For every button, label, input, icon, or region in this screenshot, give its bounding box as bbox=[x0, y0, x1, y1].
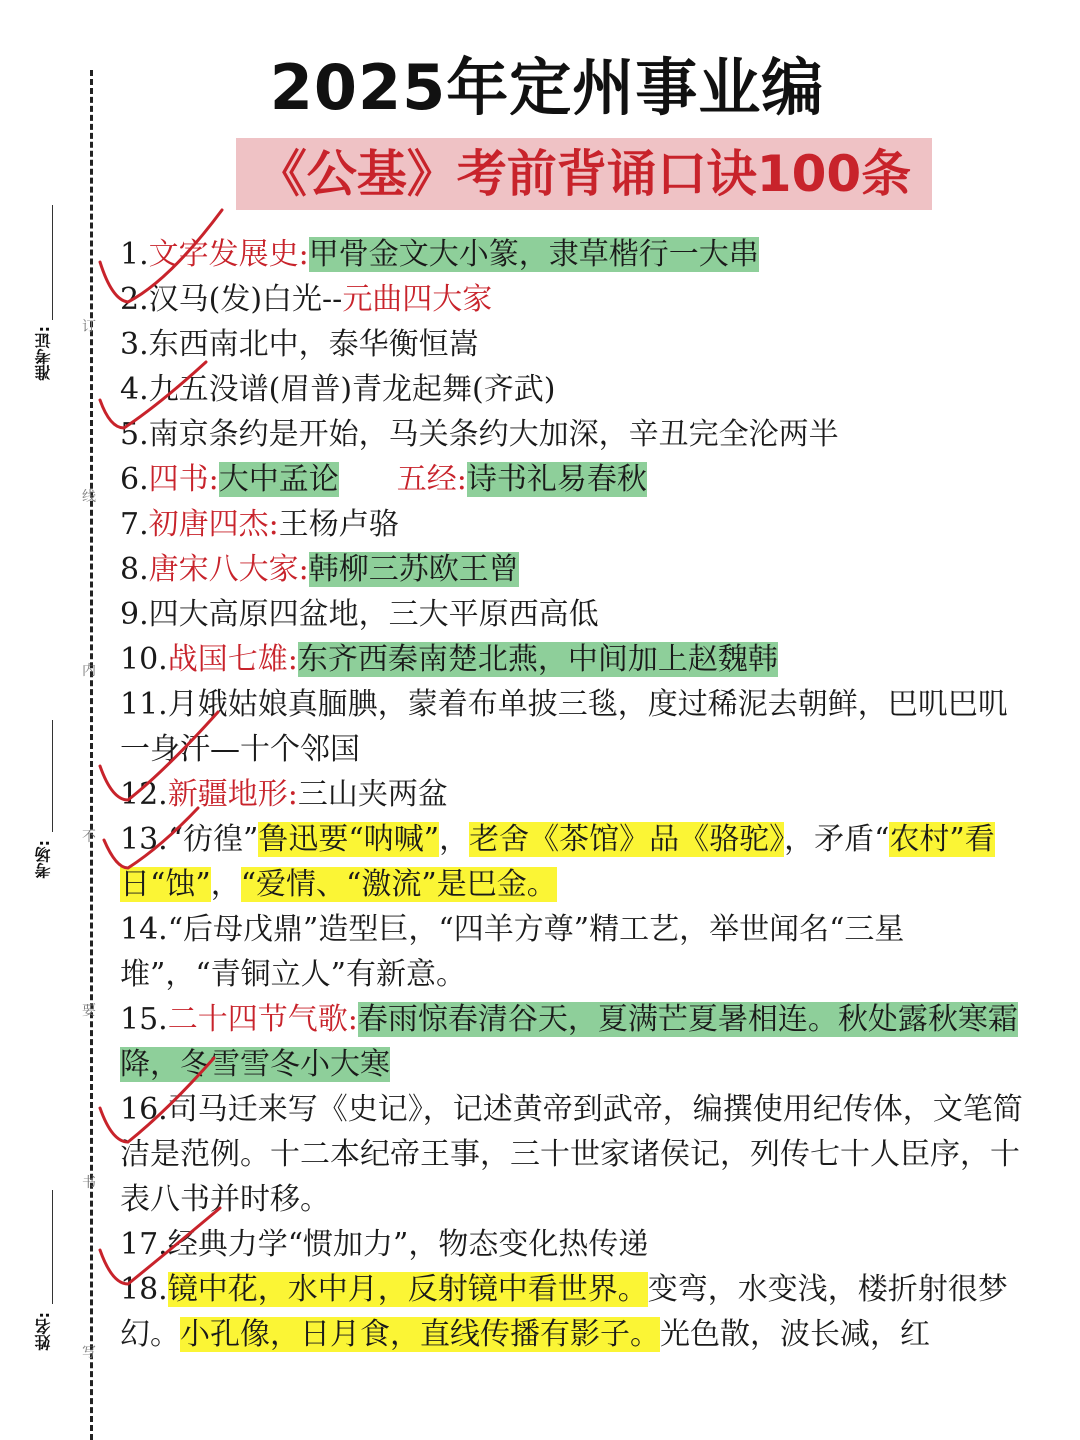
line-name bbox=[52, 1190, 53, 1304]
list-item: 13.“彷徨”鲁迅要“呐喊”，老舍《茶馆》品《骆驼》，矛盾“农村”看日“蚀”，“爱情、“激流”是巴金。 bbox=[120, 822, 995, 902]
margin-char-xian: 线 bbox=[82, 489, 96, 505]
list-item: 7.初唐四杰:王杨卢骆 bbox=[120, 507, 399, 542]
label-name: 姓名: bbox=[34, 1312, 53, 1351]
list-item: 11.月娥姑娘真腼腆，蒙着布单披三毯，度过稀泥去朝鲜，巴叽巴叽一身汗—十个邻国 bbox=[120, 687, 1008, 767]
margin-char-yao: 要 bbox=[82, 1003, 96, 1019]
list-item: 16.司马迁来写《史记》，记述黄帝到武帝，编撰使用纪传体，文笔简洁是范例。十二本纪帝王事，三十世家诸侯记，列传七十人臣序，十表八书并时移。 bbox=[120, 1092, 1023, 1217]
list-item: 10.战国七雄:东齐西秦南楚北燕，中间加上赵魏韩 bbox=[120, 642, 778, 677]
margin-char-bu: 不 bbox=[82, 829, 96, 845]
binding-dashed-line bbox=[90, 70, 93, 1440]
margin-char-shu: 书 bbox=[82, 1175, 96, 1191]
line-exam-room bbox=[52, 720, 53, 832]
list-item: 12.新疆地形:三山夹两盆 bbox=[120, 777, 448, 812]
margin-char-xie: 写 bbox=[82, 1345, 96, 1361]
list-item: 8.唐宋八大家:韩柳三苏欧王曾 bbox=[120, 552, 519, 587]
margin-char-ding: 订 bbox=[82, 319, 96, 335]
label-admission-ticket: 准考证: bbox=[34, 326, 53, 381]
list-item: 15.二十四节气歌:春雨惊春清谷天，夏满芒夏暑相连。秋处露秋寒霜降，冬雪雪冬小大寒 bbox=[120, 1002, 1018, 1082]
label-exam-room: 考场: bbox=[34, 840, 53, 879]
list-item: 4.九五没谱(眉普)青龙起舞(齐武) bbox=[120, 372, 556, 407]
list-item: 2.汉马(发)白光--元曲四大家 bbox=[120, 282, 493, 317]
page-subtitle: 《公基》考前背诵口诀100条 bbox=[256, 145, 912, 203]
list-item: 5.南京条约是开始，马关条约大加深，辛丑完全沦两半 bbox=[120, 417, 839, 452]
list-item: 9.四大高原四盆地，三大平原西高低 bbox=[120, 597, 599, 632]
list-item: 14.“后母戊鼎”造型巨，“四羊方尊”精工艺，举世闻名“三星堆”，“青铜立人”有新意。 bbox=[120, 912, 905, 992]
list-item: 6.四书:大中孟论 五经:诗书礼易春秋 bbox=[120, 462, 647, 497]
mnemonic-list bbox=[120, 232, 1025, 1357]
list-item: 3.东西南北中，泰华衡恒嵩 bbox=[120, 327, 479, 362]
list-item: 18.镜中花，水中月，反射镜中看世界。变弯，水变浅，楼折射很梦幻。小孔像，日月食，直线传播有影子。光色散，波长减，红 bbox=[120, 1272, 1008, 1352]
list-item: 17.经典力学“惯加力”，物态变化热传递 bbox=[120, 1227, 649, 1262]
page-title: 2025年定州事业编 bbox=[269, 51, 825, 124]
list-item: 1.文字发展史:甲骨金文大小篆，隶草楷行一大串 bbox=[120, 237, 759, 272]
line-admission-ticket bbox=[52, 205, 53, 320]
margin-char-nei: 内 bbox=[82, 663, 96, 679]
